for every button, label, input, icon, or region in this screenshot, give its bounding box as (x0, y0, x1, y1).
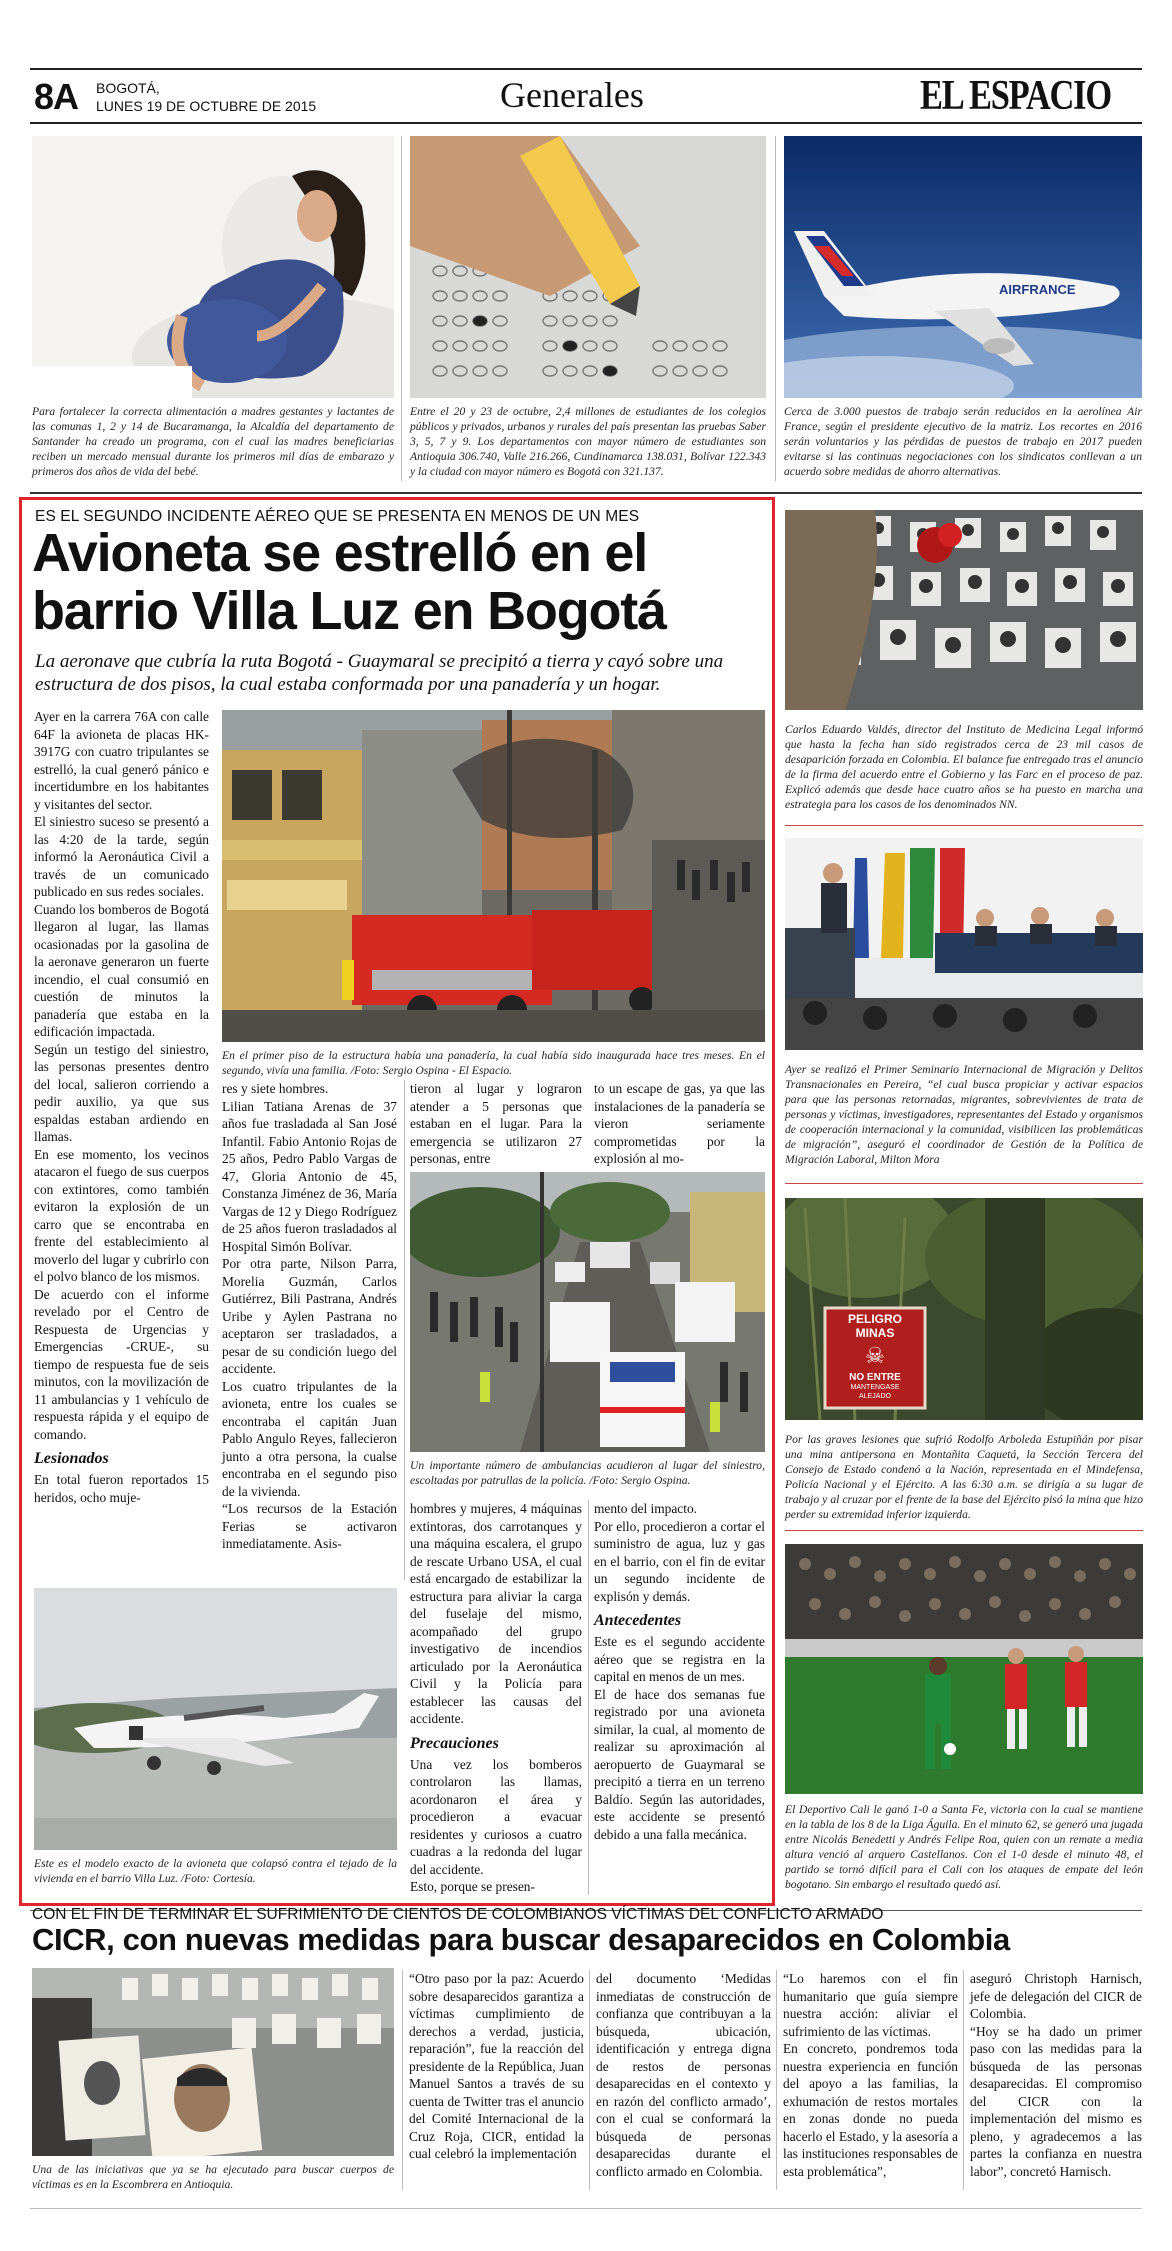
main-deck: La aeronave que cubría la ruta Bogotá - Guaymaral se precipitó a tierra y cayó sobre una estructura de dos pisos, la cual estaba conformada por una panadería y un hogar. (35, 651, 724, 695)
subheading-lesionados: Lesionados (34, 1450, 109, 1467)
divider (402, 1970, 403, 2190)
photo-escombrera (32, 1968, 394, 2156)
divider (404, 1080, 405, 1580)
photo-airfrance-plane (784, 136, 1142, 398)
photo-ambulances (410, 1172, 765, 1452)
subheading-antecedentes: Antecedentes (594, 1612, 682, 1629)
caption-exam: Entre el 20 y 23 de octubre, 2,4 millones de estudiantes de los colegios públicos y privados, urbanos y rurales del país presentan las pruebas Saber 3, 5, 7 y 9. Los departamentos con mayor número de estudiantes son Antioquia 306.740, Valle 216.266, Cundinamarca 138.031, Bolívar 122.343 y la ciudad con mayor número es Bogotá con 321.137. (410, 405, 766, 478)
photo-landmine-sign (785, 1198, 1143, 1420)
photo-migration-seminar (785, 838, 1143, 1050)
paragraph: “Hoy se ha dado un primer paso con las medidas para la búsqueda de las personas desaparecidas. El compromiso del CICR con la implementación del mismo es pleno, y agradecemos a las partes la confianza en nuestra labor”, concretó Harnisch. (970, 2023, 1142, 2179)
paragraph: res y siete hombres. (222, 1081, 329, 1096)
divider (775, 136, 776, 481)
sign-text-no-entre: NO ENTRE (849, 1372, 901, 1383)
red-divider (785, 825, 1143, 826)
red-divider (785, 1530, 1143, 1531)
paragraph: En ese momento, los vecinos atacaron el fuego de sus cuerpos con extintores, como también evitaron la explosión de un carro que se encontraba en frente del establecimiento al moverlo del lugar y cubrirlo con el polvo blanco de los mismos. (34, 1146, 209, 1284)
bottom-kicker: CON EL FIN DE TERMINAR EL SUFRIMIENTO DE CIENTOS DE COLOMBIANOS VÍCTIMAS DEL CONFLICTO ARMADO (32, 1906, 884, 1923)
paragraph: Los cuatro tripulantes de la avioneta, entre los cuales se encontraba el capitán Juan Pablo Angulo Reyes, fallecieron junto a otra persona, la cualse encontraba en el segundo piso de la vivienda. (222, 1378, 397, 1499)
header-bottom-rule (30, 122, 1142, 124)
paragraph: Por ello, procedieron a cortar el suministro de agua, luz y gas en el barrio, con el fin de evitar un segundo incidente de explisón y demás. (594, 1518, 765, 1604)
header-top-rule (30, 68, 1142, 70)
divider (589, 1970, 590, 2190)
paragraph: Cuando los bomberos de Bogotá llegaron al lugar, las llamas ocasionadas por la gasolina de la aeronave generaron un fuerte incendio, el cual consumió en cuestión de minutos la panadería que estaba en la edificación impactada. (34, 901, 209, 1039)
plane-livery-text: AIRFRANCE (999, 282, 1076, 297)
paragraph: Una vez los bomberos controlaron las llamas, acordonaron el área y procedieron a evacuar residentes y curiosos a cuatro cuadras a la redonda del lugar del accidente. (410, 1756, 582, 1877)
paragraph: El siniestro suceso se presentó a las 4:20 de la tarde, según informó la Aeronáutica Civil a través de un comunicado publicado en sus redes sociales. (34, 814, 209, 899)
paragraph: En total fueron reportados 15 heridos, ocho muje- (34, 1472, 209, 1505)
caption-migration-seminar: Ayer se realizó el Primer Seminario Internacional de Migración y Delitos Transnacionales en Pereira, “el cual busca propiciar y activar espacios para que las personas retornadas, migrantes, sobrevivientes de trata de personas y víctimas, investigadores, representantes del Estado y organismos de cooperación internacional y la comunidad, visibilicen las problemáticas de migración”, aseguró el coordinador de Gestión de la Política de Migración Laboral, Milton Mora (785, 1063, 1143, 1166)
paragraph: aseguró Christoph Harnisch, jefe de delegación del CICR de Colombia. (970, 1971, 1142, 2021)
sign-text-mantengase: MANTENGASE (850, 1384, 900, 1391)
page-bottom-rule (30, 2208, 1142, 2209)
paragraph: El de hace dos semanas fue registrado por una avioneta similar, la cual, al momento de realizar su aproximación al aeropuerto de Guaymaral se precipitó a tierra en un terreno Baldío. Según las autoridades, este accidente se presentó debido a una falla mecánica. (594, 1686, 765, 1842)
main-column-4-bottom (594, 1500, 765, 1843)
caption-landmine: Por las graves lesiones que sufrió Rodolfo Arboleda Estupiñán por pisar una mina antipersona en Montañita Caquetá, la Sección Tercera del Consejo de Estado condenó a la Nación, representada en el Mindefensa, Policía Nacional y el Ejército. A las 6:30 a.m. se dirigía a su lugar de trabajo y al cruzar por el frente de la base del Ejército pisó la mina que hizo perder su extremidad inferior izquierda. (785, 1433, 1143, 1521)
skull-icon: ☠ (865, 1343, 885, 1368)
divider (963, 1970, 964, 2190)
bottom-column-2: del documento ‘Medidas inmediatas de construcción de confianza que contribuyan a la búsqueda, ubicación, identificación y entrega digna de restos de personas desaparecidas en el contexto y en razón del conflicto armado’, con el cual se conformará la búsqueda de personas desaparecidas durante el conflicto armado en Colombia. (596, 1971, 771, 2179)
main-kicker: ES EL SEGUNDO INCIDENTE AÉREO QUE SE PRESENTA EN MENOS DE UN MES (35, 508, 640, 525)
divider (776, 1970, 777, 2190)
sign-text-alejado: ALEJADO (859, 1393, 891, 1400)
photo-missing-vigil (785, 510, 1143, 710)
bottom-column-3 (783, 1970, 958, 2180)
main-headline-line1: Avioneta se estrelló en el (32, 523, 648, 583)
main-column-4-top: to un escape de gas, ya que las instalaciones de la panadería se vieron seriamente comprometidas por la explosión al mo- (594, 1081, 765, 1166)
bottom-column-4 (970, 1970, 1142, 2180)
sign-text-minas: MINAS (855, 1326, 895, 1340)
page-header (30, 68, 1142, 124)
page-number: 8A (34, 76, 79, 117)
caption-fire-photo: En el primer piso de la estructura había una panadería, la cual había sido inaugurada hace tres meses. En el segundo, vivía una familia. /Foto: Sergio Ospina - El Espacio. (222, 1049, 765, 1077)
divider (401, 136, 402, 481)
paragraph: Según un testigo del siniestro, las personas presentes dentro del local, salieron corriendo a pedir auxilio, ya que sus espaldas estaban ardiendo en llamas. (34, 1041, 209, 1144)
paragraph: En concreto, pondremos toda nuestra experiencia en función del apoyo a las familias, la exhumación de restos mortales en zonas donde no pueda hacerlo el Estado, y la asesoría a las instituciones responsables de esta problemática”, (783, 2041, 958, 2179)
caption-airfrance: Cerca de 3.000 puestos de trabajo serán reducidos en la aerolínea Air France, según el presidente ejecutivo de la matriz. Los recortes en 2016 serán voluntarios y las pérdidas de puestos de trabajo en 2017 pueden evitarse si las continuas negociaciones con los sindicatos conllevan a un acuerdo sobre medidas de ahorro alternativas. (784, 405, 1142, 478)
paragraph: Este es el segundo accidente aéreo que se registra en la capital en menos de un mes. (594, 1634, 765, 1684)
paragraph: “Los recursos de la Estación Ferias se activaron inmediatamente. Asis- (222, 1501, 397, 1551)
paragraph: Por otra parte, Nilson Parra, Morelia Guzmán, Carlos Gutiérrez, Bili Pastrana, Andrés Uribe y Aylen Pastrana no aceptaron ser trasladados, a pesar de su condición luego del accidente. (222, 1256, 397, 1376)
main-column-3-bottom (410, 1500, 582, 1896)
paragraph: Ayer en la carrera 76A con calle 64F la avioneta de placas HK-3917G con cuatro tripulantes se estrelló, la cual generó pánico e incertidumbre en los habitantes y visitantes del sector. (34, 709, 209, 812)
section-title: Generales (500, 75, 644, 115)
photo-football-match (785, 1544, 1143, 1794)
photo-small-plane (34, 1588, 397, 1850)
divider (588, 1500, 589, 1895)
paragraph: hombres y mujeres, 4 máquinas extintoras, dos carrotanques y una máquina escalera, el grupo de rescate Urbano USA, el cual está encargado de estabilizar la estructura para aliviar la carga del fuselaje del mismo, acompañado del grupo investigativo de incendios articulado por la Aeronáutica Civil y la Policía para establecer las causas del accidente. (410, 1501, 582, 1726)
paragraph: “Lo haremos con el fin humanitario que guía siempre nuestra acción: aliviar el sufrimiento de las víctimas. (783, 1971, 958, 2039)
bottom-headline: CICR, con nuevas medidas para buscar desaparecidos en Colombia (32, 1922, 1010, 1957)
paragraph: De acuerdo con el informe revelado por el Centro de Respuesta de Urgencias y Emergencias -CRUE-, su tiempo de respuesta fue de seis minutos, con la movilización de 11 ambulancias y 1 vehículo de respuesta rápida y el equipo de comando. (34, 1286, 209, 1442)
header-city: BOGOTÁ, (96, 80, 160, 96)
paragraph: mento del impacto. (594, 1501, 698, 1516)
paragraph: Esto, porque se presen- (410, 1879, 535, 1894)
caption-escombrera: Una de las iniciativas que ya se ha ejecutado para buscar cuerpos de víctimas es en la Escombrera en Antioquia. (32, 2163, 394, 2191)
photo-exam-sheet (410, 136, 766, 398)
caption-ambulances: Un importante número de ambulancias acudieron al lugar del siniestro, escoltadas por patrullas de la policía. /Foto: Sergio Ospina. (410, 1459, 765, 1487)
section-rule (30, 492, 1142, 494)
photo-pregnant-woman (32, 136, 394, 398)
paragraph: Lilian Tatiana Arenas de 37 años fue trasladada al San José Infantil. Fabio Antonio Rojas de 25 años, Pedro Pablo Vargas de 47, Gloria Antonio de 45, Constanza Jiménez de 36, María Vargas de 12 y Diego Rodríguez de 25 años fueron trasladados al Hospital Simón Bolívar. (222, 1098, 397, 1254)
bottom-column-1: “Otro paso por la paz: Acuerdo sobre desaparecidos garantiza a víctimas cumplimiento de derechos a verdad, justicia, reparación”, fue la reacción del presidente de la República, Juan Manuel Santos a través de su cuenta de Twitter tras el anuncio del Comité Internacional de la Cruz Roja, CICR, entidad la cual celebró la implementación (409, 1971, 584, 2161)
main-headline-line2: barrio Villa Luz en Bogotá (32, 581, 666, 641)
main-column-3-top: tieron al lugar y lograron atender a 5 personas que estaban en el lugar. Para la emergencia se utilizaron 27 personas, entre (410, 1081, 582, 1166)
masthead: EL ESPACIO (920, 73, 1111, 119)
header-date: LUNES 19 DE OCTUBRE DE 2015 (96, 98, 317, 114)
red-divider (785, 1183, 1143, 1184)
subheading-precauciones: Precauciones (410, 1734, 499, 1752)
caption-small-plane: Este es el modelo exacto de la avioneta que colapsó contra el tejado de la vivienda en el barrio Villa Luz. /Foto: Cortesía. (34, 1857, 397, 1885)
caption-missing-vigil: Carlos Eduardo Valdés, director del Instituto de Medicina Legal informó que hasta la fecha han sido registrados cerca de 23 mil casos de desaparición forzada en Colombia. El balance fue entregado tras el anuncio de la firma del acuerdo entre el Gobierno y las Farc en el proceso de paz. Explicó además que desde hace cuatro años se ha puesto en marcha una estrategia para los casos de los denominados NN. (785, 723, 1143, 811)
main-column-2 (222, 1080, 397, 1553)
main-column-1 (34, 708, 209, 1506)
sign-text-peligro: PELIGRO (847, 1312, 902, 1326)
caption-football: El Deportivo Cali le ganó 1-0 a Santa Fe, victoria con la cual se mantiene en la tabla de los 8 de la Liga Águila. En el minuto 62, se generó una jugada entre Nicolás Benedetti y Andrés Felipe Roa, quien con un remate a media altura venció al arquero Castellanos. Con el 1-0 desde el minuto 48, el partido se tornó difícil para el Cali con los ataques de empate del león bogotano. Sin embargo el resultado quedó así. (785, 1803, 1143, 1891)
caption-pregnant: Para fortalecer la correcta alimentación a madres gestantes y lactantes de las comunas 1, 2 y 14 de Bucaramanga, la Alcaldía del departamento de Santander ha creado un programa, con el cual las madres beneficiarias reciben un mercado mensual durante los primeros mil días de embarazo y primeros dos años de vida del bebé. (32, 405, 394, 478)
photo-crash-site-fire (222, 710, 765, 1042)
